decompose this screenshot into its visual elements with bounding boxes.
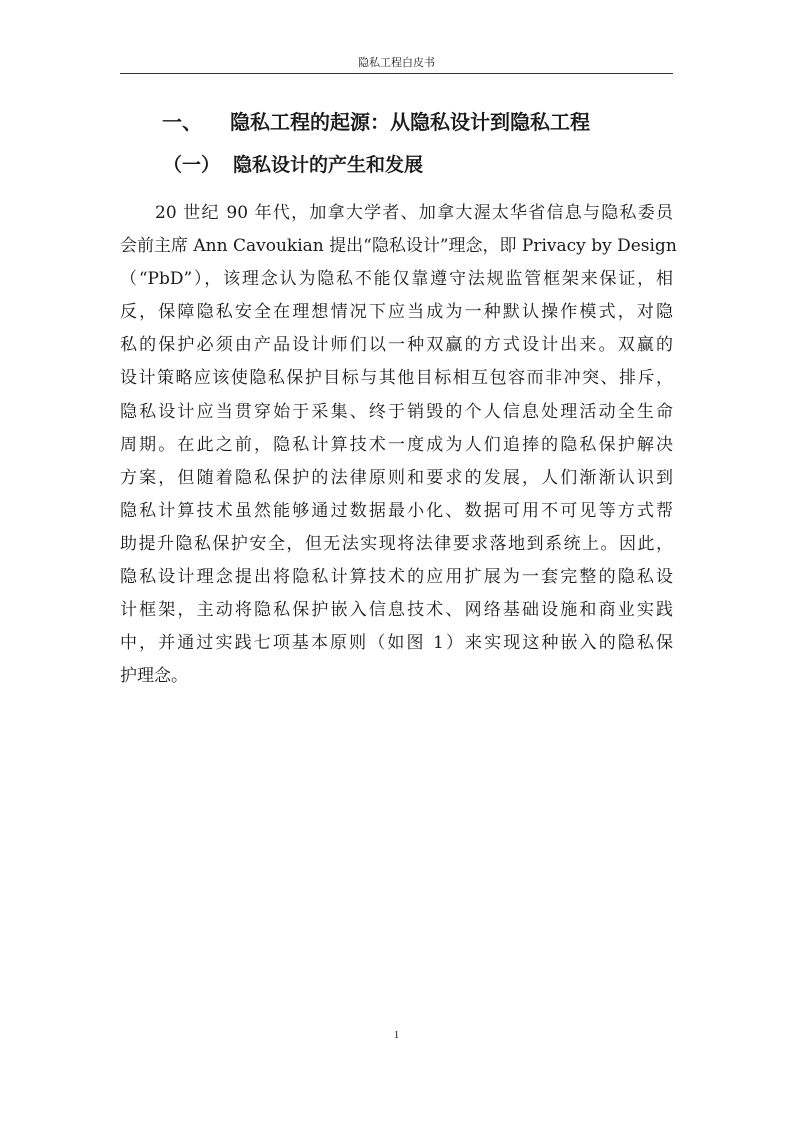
paragraph-line: 隐私设计理念提出将隐私计算技术的应用扩展为一套完整的隐私设 [120,567,673,588]
body-paragraph [120,197,677,693]
paragraph-line: 助提升隐私保护安全，但无法实现将法律要求落地到系统上。因此， [120,533,673,554]
section-title: 隐私工程的起源：从隐私设计到隐私工程 [230,110,590,134]
running-header: 隐私工程白皮书 [358,56,435,69]
paragraph-line: 20 世纪 90 年代，加拿大学者、加拿大渥太华省信息与隐私委员 [155,203,673,223]
paragraph-line: 设计策略应该使隐私保护目标与其他目标相互包容而非冲突、排斥， [120,368,673,389]
paragraph-line: 中，并通过实践七项基本原则（如图 1）来实现这种嵌入的隐私保 [120,633,673,654]
paragraph-line: 护理念。 [120,666,188,687]
paragraph-line: 计框架，主动将隐私保护嵌入信息技术、网络基础设施和商业实践 [120,600,673,621]
section-heading [162,108,590,136]
paragraph-line: 隐私设计应当贯穿始于采集、终于销毁的个人信息处理活动全生命 [120,401,673,422]
paragraph-line: （“PbD”），该理念认为隐私不能仅靠遵守法规监管框架来保证，相 [120,269,673,290]
header-divider [120,73,673,74]
paragraph-line: 反，保障隐私安全在理想情况下应当成为一种默认操作模式，对隐 [120,302,673,323]
paragraph-line: 会前主席 Ann Cavoukian 提出“隐私设计”理念，即 Privacy by Design [120,236,677,257]
subsection-heading [163,151,423,179]
subsection-number: （一） [163,154,221,176]
page-number: 1 [393,1029,400,1041]
paragraph-line: 私的保护必须由产品设计师们以一种双赢的方式设计出来。双赢的 [120,335,673,356]
paragraph-line: 周期。在此之前，隐私计算技术一度成为人们追捧的隐私保护解决 [120,434,673,455]
paragraph-line: 隐私计算技术虽然能够通过数据最小化、数据可用不可见等方式帮 [120,500,673,521]
subsection-title: 隐私设计的产生和发展 [233,154,424,176]
section-number: 一、 [162,110,202,134]
paragraph-line: 方案，但随着隐私保护的法律原则和要求的发展，人们渐渐认识到 [120,467,673,488]
